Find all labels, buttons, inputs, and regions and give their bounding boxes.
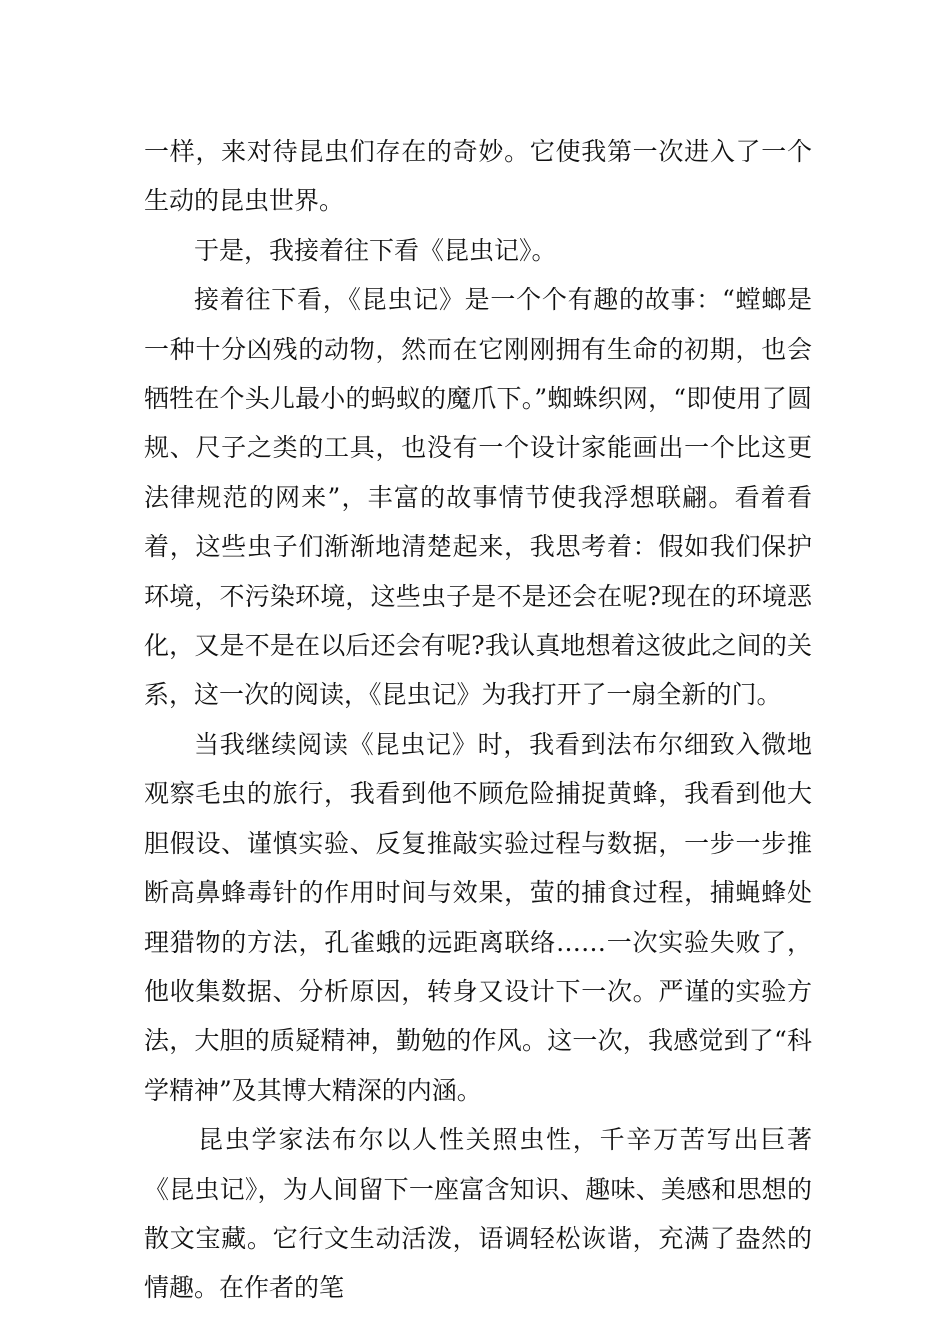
paragraph-entomologist: 昆虫学家法布尔以人性关照虫性，千辛万苦写出巨著《昆虫记》，为人间留下一座富含知识、趣味、美感和思想的散文宝藏。它行文生动活泼，语调轻松诙谐，充满了盎然的情趣。在作者的笔 [144, 1125, 812, 1303]
document-body [144, 127, 812, 1313]
paragraph-stories: 接着往下看，《昆虫记》是一个个有趣的故事：“螳螂是一种十分凶残的动物，然而在它刚刚拥有生命的初期，也会牺牲在个头儿最小的蚂蚁的魔爪下。”蜘蛛织网，“即使用了圆规、尺子之类的工具，也没有一个设计家能画出一个比这更法律规范的网来”，丰富的故事情节使我浮想联翩。看着看着，这些虫子们渐渐地清楚起来，我思考着：假如我们保护环境，不污染环境，这些虫子是不是还会在呢?现在的环境恶化，又是不是在以后还会有呢?我认真地想着这彼此之间的关系，这一次的阅读，《昆虫记》为我打开了一扇全新的门。 [144, 285, 812, 710]
paragraph-science-spirit: 当我继续阅读《昆虫记》时，我看到法布尔细致入微地观察毛虫的旅行，我看到他不顾危险捕捉黄蜂，我看到他大胆假设、谨慎实验、反复推敲实验过程与数据，一步一步推断高鼻蜂毒针的作用时间与效果，萤的捕食过程，捕蝇蜂处理猎物的方法，孔雀蛾的远距离联络……一次实验失败了，他收集数据、分析原因，转身又设计下一次。严谨的实验方法，大胆的质疑精神，勤勉的作风。这一次，我感觉到了“科学精神”及其博大精深的内涵。 [144, 729, 812, 1105]
paragraph-continuation: 一样，来对待昆虫们存在的奇妙。它使我第一次进入了一个生动的昆虫世界。 [144, 137, 812, 216]
paragraph-transition: 于是，我接着往下看《昆虫记》。 [194, 235, 557, 265]
